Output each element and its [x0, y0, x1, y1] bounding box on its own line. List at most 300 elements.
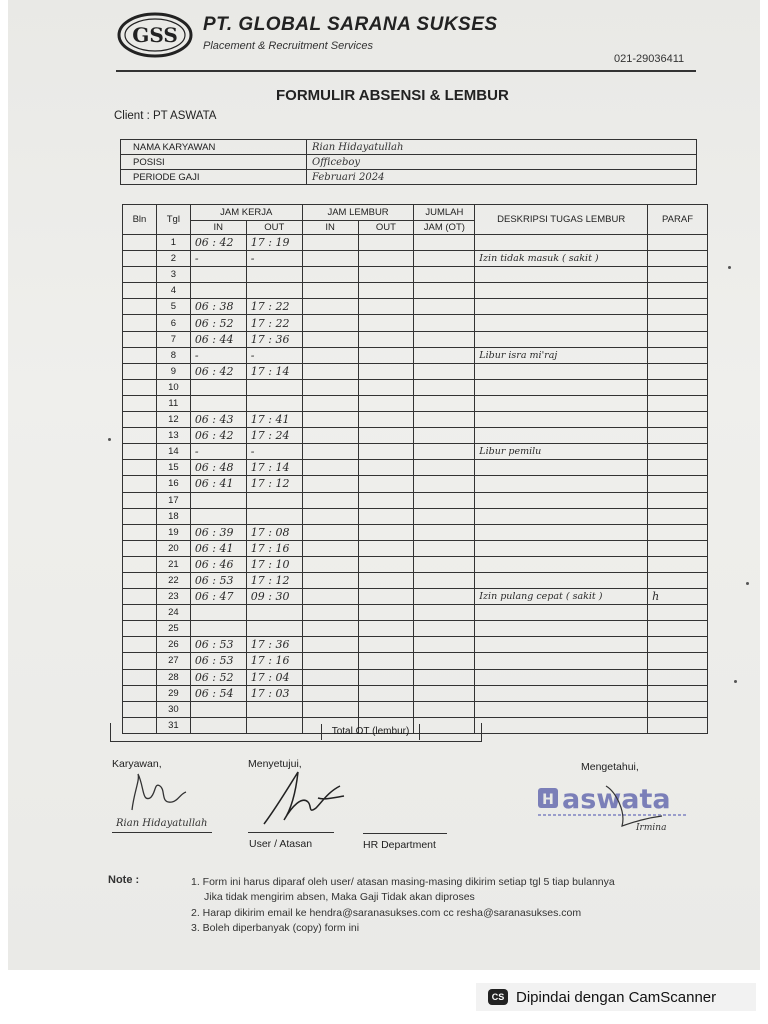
kerja-out-cell: [246, 701, 302, 717]
deskripsi-cell: [475, 412, 648, 428]
tgl-cell: 5: [156, 299, 190, 315]
deskripsi-cell: [475, 556, 648, 572]
tgl-cell: 8: [156, 347, 190, 363]
deskripsi-cell: [475, 267, 648, 283]
tgl-cell: 7: [156, 331, 190, 347]
kerja-in-cell: 06 : 38: [190, 299, 246, 315]
paraf-cell: [648, 717, 708, 733]
kerja-in-cell: 06 : 44: [190, 331, 246, 347]
tgl-cell: 11: [156, 395, 190, 411]
paraf-cell: [648, 572, 708, 588]
tgl-cell: 22: [156, 572, 190, 588]
attendance-row: [123, 235, 708, 251]
scanned-document: [8, 0, 760, 970]
paraf-cell: [648, 621, 708, 637]
scan-speck: [734, 680, 737, 683]
deskripsi-cell: [475, 283, 648, 299]
header-paraf: PARAF: [648, 205, 708, 235]
period-value: Februari 2024: [307, 170, 697, 185]
bln-cell: [123, 315, 157, 331]
bln-cell: [123, 508, 157, 524]
jam-ot-cell: [414, 444, 475, 460]
kerja-in-cell: 06 : 43: [190, 412, 246, 428]
kerja-in-cell: [190, 701, 246, 717]
tgl-cell: 26: [156, 637, 190, 653]
info-row-period: [121, 170, 697, 185]
kerja-out-cell: 17 : 14: [246, 460, 302, 476]
jam-ot-cell: [414, 492, 475, 508]
tgl-cell: 18: [156, 508, 190, 524]
header-lembur-in: IN: [302, 221, 358, 235]
total-ot-label: Total OT (lembur): [321, 724, 420, 740]
deskripsi-cell: [475, 685, 648, 701]
kerja-in-cell: 06 : 39: [190, 524, 246, 540]
paraf-cell: [648, 460, 708, 476]
tgl-cell: 17: [156, 492, 190, 508]
lembur-in-cell: [302, 476, 358, 492]
lembur-in-cell: [302, 428, 358, 444]
deskripsi-cell: [475, 492, 648, 508]
attendance-row: [123, 251, 708, 267]
jam-ot-cell: [414, 556, 475, 572]
position-label: POSISI: [121, 155, 307, 170]
note-line-3: 3. Boleh diperbanyak (copy) form ini: [191, 922, 360, 934]
lembur-out-cell: [358, 460, 414, 476]
bln-cell: [123, 701, 157, 717]
deskripsi-cell: [475, 428, 648, 444]
lembur-in-cell: [302, 379, 358, 395]
bln-cell: [123, 556, 157, 572]
tgl-cell: 21: [156, 556, 190, 572]
lembur-out-cell: [358, 315, 414, 331]
paraf-cell: [648, 444, 708, 460]
bln-cell: [123, 572, 157, 588]
kerja-out-cell: [246, 492, 302, 508]
stamp-text: aswata: [562, 784, 671, 815]
jam-ot-cell: [414, 267, 475, 283]
employee-info-table: [120, 139, 697, 185]
jam-ot-cell: [414, 315, 475, 331]
kerja-out-cell: -: [246, 444, 302, 460]
attendance-row: [123, 685, 708, 701]
lembur-out-cell: [358, 412, 414, 428]
deskripsi-cell: [475, 363, 648, 379]
bln-cell: [123, 235, 157, 251]
kerja-out-cell: [246, 605, 302, 621]
attendance-row: [123, 331, 708, 347]
kerja-in-cell: 06 : 47: [190, 589, 246, 605]
lembur-out-cell: [358, 379, 414, 395]
atasan-signature: [258, 768, 348, 830]
deskripsi-cell: [475, 379, 648, 395]
tgl-cell: 27: [156, 653, 190, 669]
lembur-in-cell: [302, 572, 358, 588]
tgl-cell: 4: [156, 283, 190, 299]
kerja-out-cell: 17 : 16: [246, 653, 302, 669]
kerja-in-cell: 06 : 42: [190, 235, 246, 251]
tgl-cell: 31: [156, 717, 190, 733]
kerja-out-cell: [246, 508, 302, 524]
bln-cell: [123, 589, 157, 605]
jam-ot-cell: [414, 460, 475, 476]
paraf-cell: [648, 379, 708, 395]
kerja-out-cell: 17 : 03: [246, 685, 302, 701]
deskripsi-cell: Izin pulang cepat ( sakit ): [475, 589, 648, 605]
lembur-in-cell: [302, 412, 358, 428]
paraf-cell: [648, 299, 708, 315]
deskripsi-cell: Izin tidak masuk ( sakit ): [475, 251, 648, 267]
deskripsi-cell: [475, 653, 648, 669]
tgl-cell: 2: [156, 251, 190, 267]
kerja-out-cell: [246, 621, 302, 637]
bln-cell: [123, 331, 157, 347]
kerja-out-cell: [246, 267, 302, 283]
tgl-cell: 15: [156, 460, 190, 476]
paraf-cell: [648, 428, 708, 444]
lembur-in-cell: [302, 363, 358, 379]
lembur-out-cell: [358, 363, 414, 379]
hr-sig-line: [363, 833, 447, 834]
lembur-out-cell: [358, 701, 414, 717]
kerja-out-cell: 17 : 12: [246, 572, 302, 588]
lembur-in-cell: [302, 283, 358, 299]
bln-cell: [123, 524, 157, 540]
header-kerja-out: OUT: [246, 221, 302, 235]
company-tagline: Placement & Recruitment Services: [203, 40, 373, 52]
lembur-in-cell: [302, 460, 358, 476]
kerja-out-cell: 17 : 12: [246, 476, 302, 492]
lembur-in-cell: [302, 508, 358, 524]
lembur-out-cell: [358, 331, 414, 347]
paraf-cell: h: [648, 589, 708, 605]
header-tgl: Tgl: [156, 205, 190, 235]
lembur-out-cell: [358, 621, 414, 637]
tgl-cell: 16: [156, 476, 190, 492]
note-line-1b: Jika tidak mengirim absen, Maka Gaji Tidak akan diproses: [204, 891, 475, 903]
camscanner-icon: CS: [488, 989, 508, 1005]
lembur-in-cell: [302, 251, 358, 267]
bln-cell: [123, 347, 157, 363]
attendance-row: [123, 299, 708, 315]
bln-cell: [123, 395, 157, 411]
jam-ot-cell: [414, 428, 475, 444]
header-jam-ot: JAM (OT): [414, 221, 475, 235]
jam-ot-cell: [414, 589, 475, 605]
bln-cell: [123, 621, 157, 637]
kerja-in-cell: 06 : 42: [190, 428, 246, 444]
bln-cell: [123, 251, 157, 267]
paraf-cell: [648, 363, 708, 379]
lembur-in-cell: [302, 524, 358, 540]
kerja-in-cell: 06 : 42: [190, 363, 246, 379]
company-phone: 021-29036411: [614, 53, 685, 65]
lembur-out-cell: [358, 556, 414, 572]
lembur-out-cell: [358, 637, 414, 653]
bln-cell: [123, 637, 157, 653]
kerja-in-cell: 06 : 53: [190, 653, 246, 669]
lembur-in-cell: [302, 299, 358, 315]
header-jam-lembur: JAM LEMBUR: [302, 205, 414, 221]
paraf-cell: [648, 556, 708, 572]
lembur-out-cell: [358, 444, 414, 460]
paraf-cell: [648, 653, 708, 669]
attendance-table: [122, 204, 708, 734]
lembur-out-cell: [358, 540, 414, 556]
attendance-row: [123, 428, 708, 444]
kerja-in-cell: 06 : 52: [190, 315, 246, 331]
deskripsi-cell: Libur isra mi'raj: [475, 347, 648, 363]
lembur-in-cell: [302, 235, 358, 251]
kerja-out-cell: -: [246, 251, 302, 267]
bln-cell: [123, 653, 157, 669]
scan-speck: [746, 582, 749, 585]
deskripsi-cell: [475, 621, 648, 637]
kerja-in-cell: 06 : 46: [190, 556, 246, 572]
jam-ot-cell: [414, 605, 475, 621]
paraf-cell: [648, 412, 708, 428]
kerja-in-cell: 06 : 41: [190, 540, 246, 556]
lembur-in-cell: [302, 669, 358, 685]
deskripsi-cell: [475, 460, 648, 476]
kerja-in-cell: -: [190, 251, 246, 267]
name-label: NAMA KARYAWAN: [121, 140, 307, 155]
paraf-cell: [648, 331, 708, 347]
kerja-in-cell: [190, 267, 246, 283]
attendance-row: [123, 540, 708, 556]
kerja-in-cell: 06 : 53: [190, 572, 246, 588]
lembur-out-cell: [358, 395, 414, 411]
kerja-in-cell: 06 : 52: [190, 669, 246, 685]
jam-ot-cell: [414, 476, 475, 492]
header-bln: Bln: [123, 205, 157, 235]
deskripsi-cell: [475, 637, 648, 653]
attendance-row: [123, 395, 708, 411]
kerja-in-cell: [190, 508, 246, 524]
karyawan-label: Karyawan,: [112, 758, 162, 770]
lembur-out-cell: [358, 267, 414, 283]
lembur-in-cell: [302, 685, 358, 701]
kerja-out-cell: [246, 395, 302, 411]
camscanner-text: Dipindai dengan CamScanner: [516, 988, 717, 1006]
lembur-out-cell: [358, 669, 414, 685]
kerja-in-cell: [190, 605, 246, 621]
tgl-cell: 28: [156, 669, 190, 685]
kerja-out-cell: 17 : 22: [246, 299, 302, 315]
deskripsi-cell: [475, 299, 648, 315]
deskripsi-cell: [475, 717, 648, 733]
deskripsi-cell: [475, 669, 648, 685]
kerja-in-cell: -: [190, 444, 246, 460]
jam-ot-cell: [414, 653, 475, 669]
jam-ot-cell: [414, 379, 475, 395]
note-label: Note :: [108, 874, 140, 886]
deskripsi-cell: [475, 605, 648, 621]
lembur-out-cell: [358, 653, 414, 669]
lembur-in-cell: [302, 444, 358, 460]
paraf-cell: [648, 492, 708, 508]
bln-cell: [123, 476, 157, 492]
bln-cell: [123, 379, 157, 395]
kerja-in-cell: [190, 492, 246, 508]
tgl-cell: 12: [156, 412, 190, 428]
paraf-cell: [648, 508, 708, 524]
jam-ot-cell: [414, 412, 475, 428]
menyetujui-label: Menyetujui,: [248, 758, 302, 770]
header-jam-kerja: JAM KERJA: [190, 205, 302, 221]
lembur-out-cell: [358, 283, 414, 299]
attendance-row: [123, 460, 708, 476]
attendance-row: [123, 508, 708, 524]
tgl-cell: 14: [156, 444, 190, 460]
attendance-row: [123, 267, 708, 283]
jam-ot-cell: [414, 363, 475, 379]
name-value: Rian Hidayatullah: [307, 140, 697, 155]
deskripsi-cell: Libur pemilu: [475, 444, 648, 460]
lembur-in-cell: [302, 267, 358, 283]
header-lembur-out: OUT: [358, 221, 414, 235]
atasan-label: User / Atasan: [249, 838, 313, 850]
note-line-2: 2. Harap dikirim email ke hendra@saranasukses.com cc resha@saranasukses.com: [191, 907, 582, 919]
attendance-row: [123, 492, 708, 508]
jam-ot-cell: [414, 508, 475, 524]
kerja-out-cell: 17 : 36: [246, 637, 302, 653]
lembur-in-cell: [302, 589, 358, 605]
kerja-out-cell: 17 : 10: [246, 556, 302, 572]
lembur-out-cell: [358, 251, 414, 267]
kerja-in-cell: [190, 379, 246, 395]
jam-ot-cell: [414, 540, 475, 556]
hr-label: HR Department: [363, 839, 436, 851]
deskripsi-cell: [475, 235, 648, 251]
kerja-in-cell: -: [190, 347, 246, 363]
jam-ot-cell: [414, 685, 475, 701]
kerja-in-cell: [190, 621, 246, 637]
kerja-out-cell: 17 : 41: [246, 412, 302, 428]
deskripsi-cell: [475, 572, 648, 588]
lembur-in-cell: [302, 315, 358, 331]
paraf-cell: [648, 283, 708, 299]
attendance-row: [123, 283, 708, 299]
tgl-cell: 23: [156, 589, 190, 605]
paraf-cell: [648, 701, 708, 717]
attendance-rows: [123, 235, 708, 734]
lembur-out-cell: [358, 476, 414, 492]
tgl-cell: 29: [156, 685, 190, 701]
tgl-cell: 25: [156, 621, 190, 637]
attendance-row: [123, 524, 708, 540]
bln-cell: [123, 283, 157, 299]
lembur-out-cell: [358, 685, 414, 701]
kerja-out-cell: -: [246, 347, 302, 363]
attendance-row: [123, 444, 708, 460]
kerja-out-cell: 17 : 08: [246, 524, 302, 540]
deskripsi-cell: [475, 540, 648, 556]
paraf-cell: [648, 347, 708, 363]
bln-cell: [123, 605, 157, 621]
karyawan-name: Rian Hidayatullah: [116, 818, 208, 829]
tgl-cell: 6: [156, 315, 190, 331]
paraf-cell: [648, 669, 708, 685]
bln-cell: [123, 444, 157, 460]
kerja-out-cell: 17 : 19: [246, 235, 302, 251]
bln-cell: [123, 685, 157, 701]
kerja-out-cell: 17 : 36: [246, 331, 302, 347]
jam-ot-cell: [414, 299, 475, 315]
kerja-in-cell: 06 : 54: [190, 685, 246, 701]
company-name: PT. GLOBAL SARANA SUKSES: [203, 14, 498, 35]
lembur-in-cell: [302, 331, 358, 347]
client-label: Client : PT ASWATA: [114, 110, 217, 122]
lembur-in-cell: [302, 347, 358, 363]
lembur-in-cell: [302, 540, 358, 556]
lembur-out-cell: [358, 428, 414, 444]
tgl-cell: 1: [156, 235, 190, 251]
header-kerja-in: IN: [190, 221, 246, 235]
lembur-in-cell: [302, 605, 358, 621]
tgl-cell: 3: [156, 267, 190, 283]
jam-ot-cell: [414, 621, 475, 637]
paraf-cell: [648, 540, 708, 556]
paraf-cell: [648, 395, 708, 411]
mengetahui-label: Mengetahui,: [581, 761, 639, 773]
deskripsi-cell: [475, 315, 648, 331]
position-value: Officeboy: [307, 155, 697, 170]
gss-logo: [116, 10, 194, 60]
attendance-row: [123, 379, 708, 395]
lembur-out-cell: [358, 492, 414, 508]
jam-ot-cell: [414, 572, 475, 588]
lembur-in-cell: [302, 492, 358, 508]
jam-ot-cell: [414, 524, 475, 540]
total-row: [110, 723, 482, 742]
paraf-cell: [648, 685, 708, 701]
bln-cell: [123, 428, 157, 444]
kerja-out-cell: 17 : 22: [246, 315, 302, 331]
lembur-out-cell: [358, 299, 414, 315]
paraf-cell: [648, 524, 708, 540]
svg-text:H: H: [542, 792, 554, 808]
lembur-in-cell: [302, 621, 358, 637]
jam-ot-cell: [414, 669, 475, 685]
kerja-out-cell: [246, 283, 302, 299]
tgl-cell: 9: [156, 363, 190, 379]
lembur-in-cell: [302, 637, 358, 653]
tgl-cell: 10: [156, 379, 190, 395]
attendance-row: [123, 347, 708, 363]
header-divider: [116, 70, 696, 72]
jam-ot-cell: [414, 701, 475, 717]
karyawan-signature: [120, 772, 190, 818]
attendance-row: [123, 363, 708, 379]
deskripsi-cell: [475, 701, 648, 717]
attendance-row: [123, 653, 708, 669]
deskripsi-cell: [475, 395, 648, 411]
jam-ot-cell: [414, 251, 475, 267]
bln-cell: [123, 363, 157, 379]
lembur-out-cell: [358, 508, 414, 524]
lembur-in-cell: [302, 395, 358, 411]
tgl-cell: 30: [156, 701, 190, 717]
kerja-in-cell: 06 : 53: [190, 637, 246, 653]
attendance-row: [123, 669, 708, 685]
kerja-out-cell: 17 : 04: [246, 669, 302, 685]
deskripsi-cell: [475, 524, 648, 540]
paraf-cell: [648, 605, 708, 621]
kerja-out-cell: 09 : 30: [246, 589, 302, 605]
attendance-row: [123, 556, 708, 572]
lembur-out-cell: [358, 605, 414, 621]
header-jumlah: JUMLAH: [414, 205, 475, 221]
